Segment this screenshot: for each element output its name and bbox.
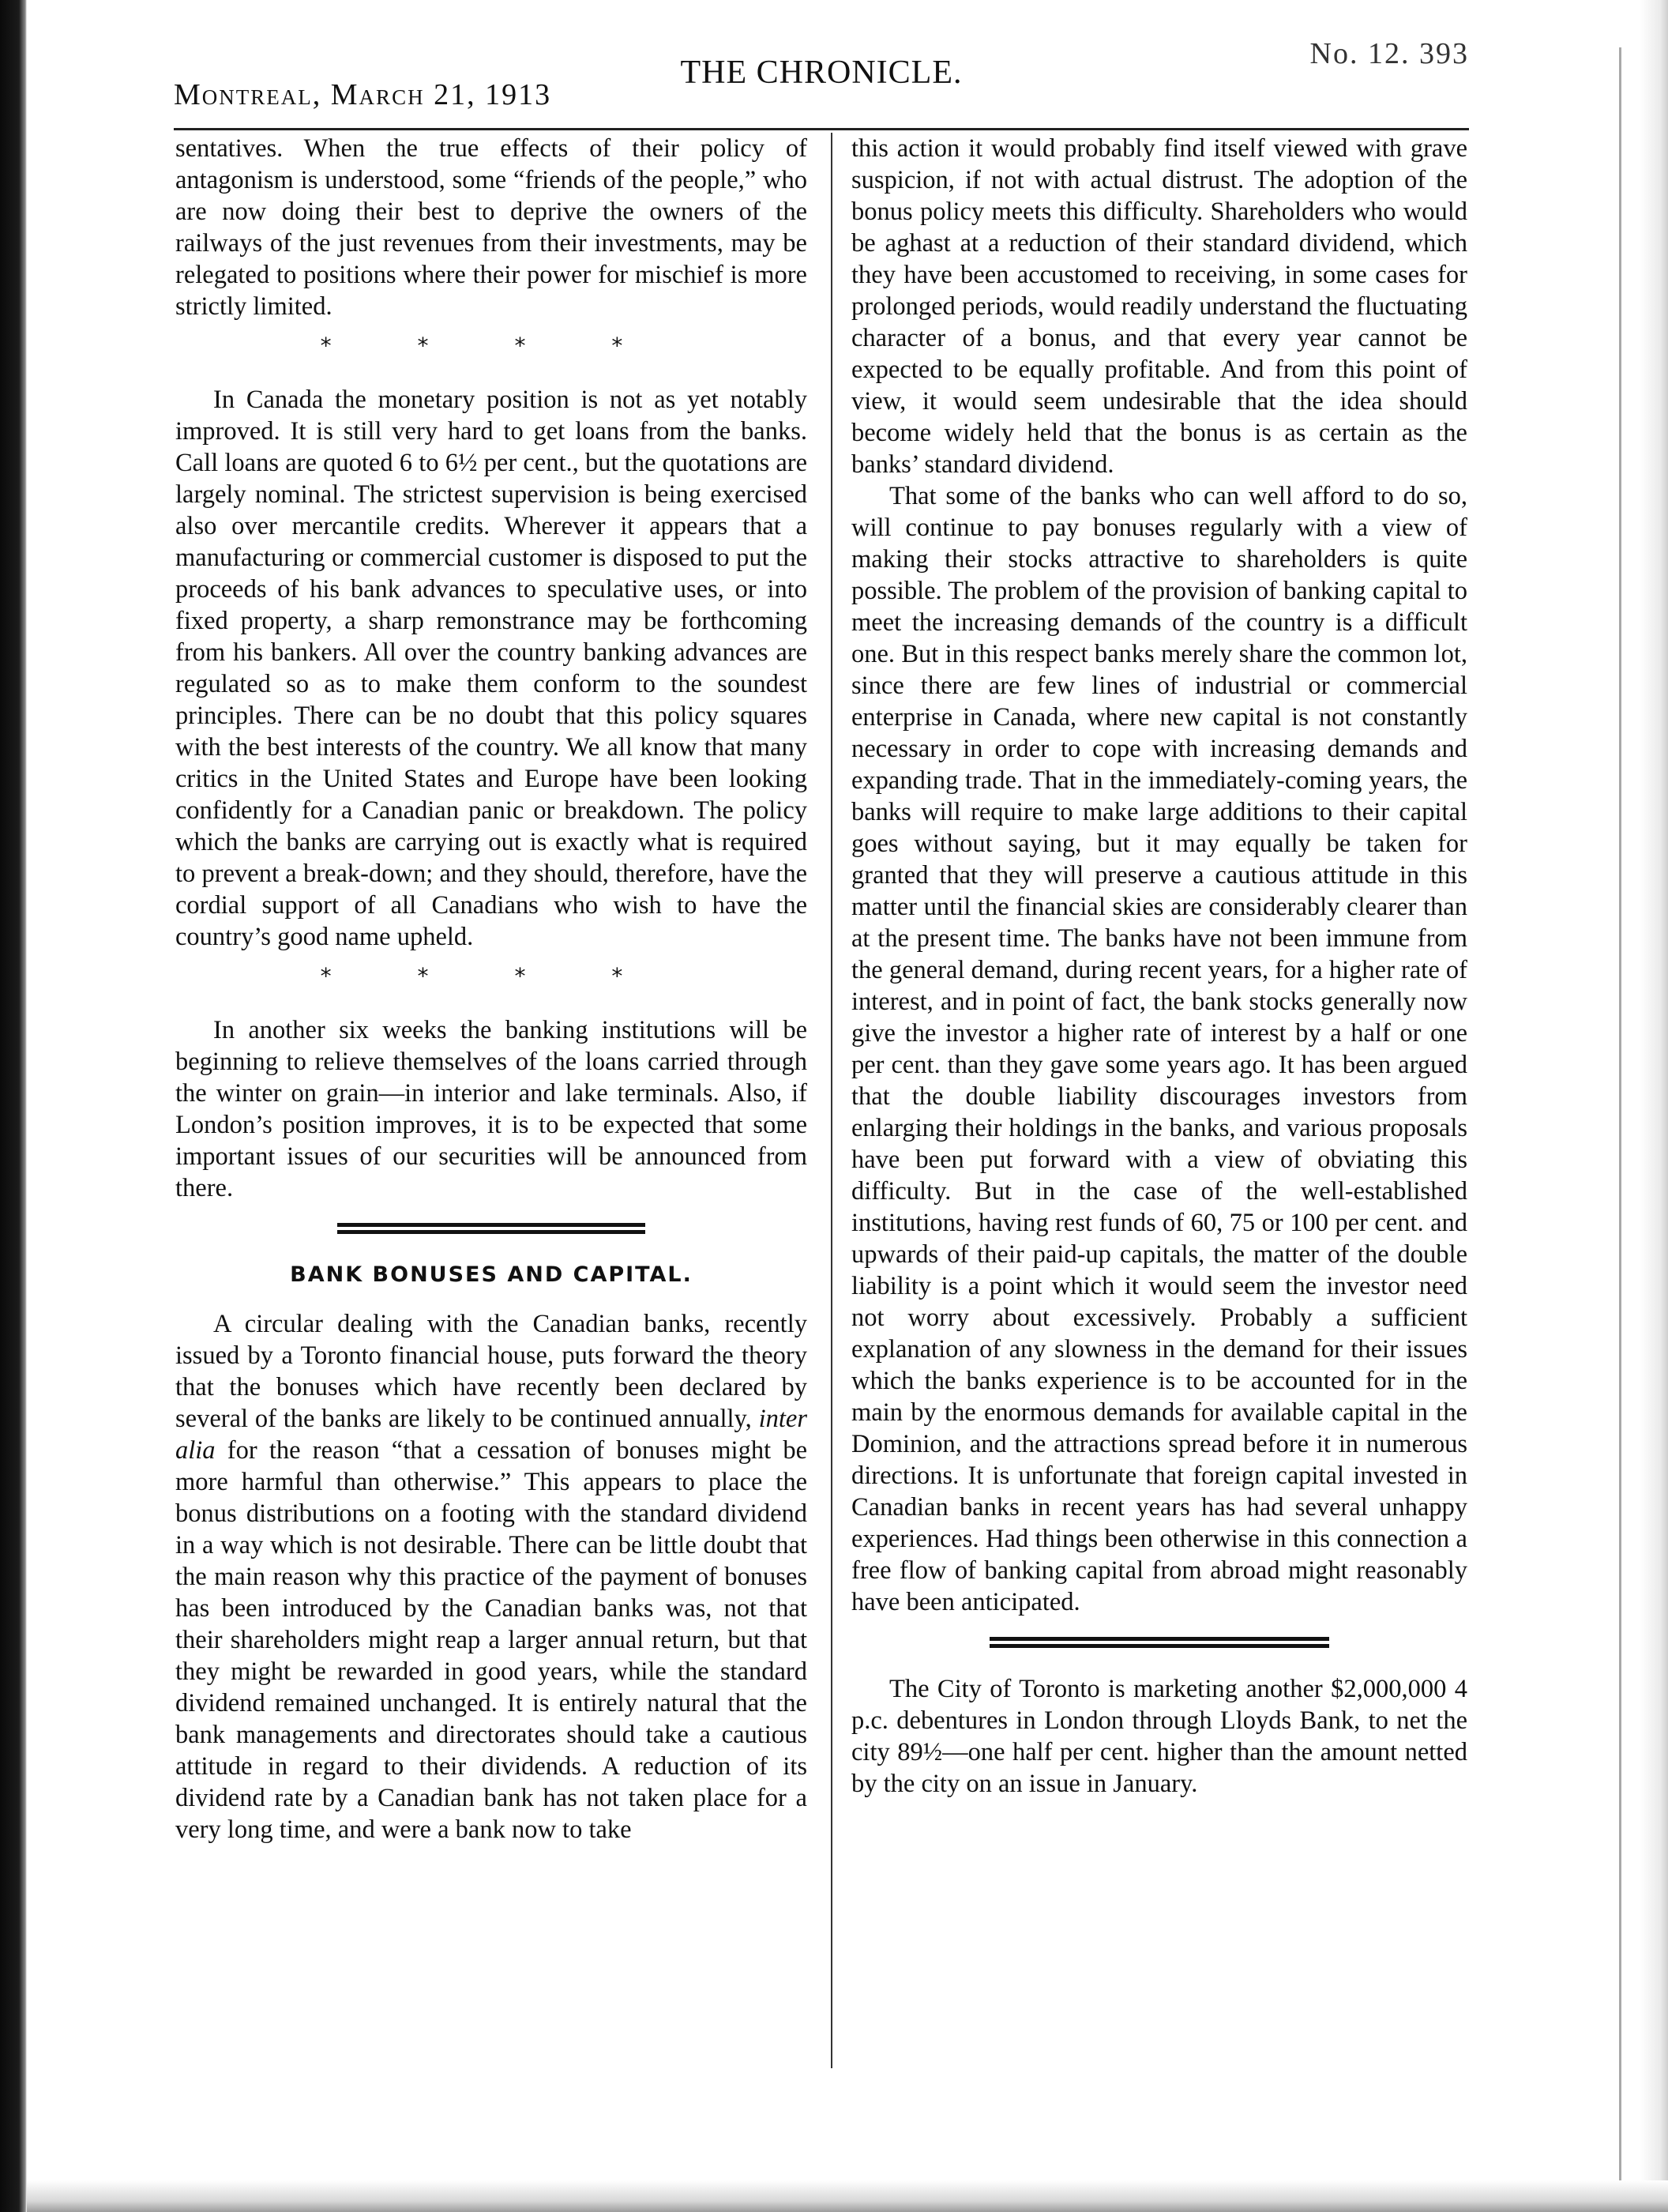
latin-phrase: inter alia [175,1405,807,1465]
article-divider [337,1223,645,1234]
article-divider [990,1637,1329,1648]
article-paragraph: sentatives. When the true effects of their policy of antagonism is understood, some “friends of the people,” who are now doing their best to deprive the owners of the railways of the just revenues from their investments, may be relegated to positions where their power for mischief is more strictly limited. [175,134,807,321]
page-header [174,32,1469,111]
page-binding-edge [0,0,27,2212]
column-divider [831,133,832,2068]
page-bottom-shadow [27,2180,1668,2212]
section-separator-stars: * * * * [320,963,663,989]
article-paragraph: In another six weeks the banking institutions will be beginning to relieve themselves of the loans carried through the winter on grain—in interior and lake terminals. Also, if London’s position improves, it is to be expected that some important issues of our securities will be announced from there. [175,1016,807,1202]
left-column [175,133,807,1845]
page-right-shadow [1640,0,1668,2212]
article-heading: BANK BONUSES AND CAPITAL. [290,1262,693,1287]
article-paragraph: this action it would probably find itself viewed with grave suspicion, if not with actual distrust. The adoption of the bonus policy meets this difficulty. Shareholders who would be aghast at a reduction of their standard dividend, which they have been accustomed to receiving, in some cases for prolonged periods, would readily understand the fluctuating character of a bonus, and that every year cannot be expected to be equally profitable. And from this point of view, it would seem undesirable that the idea should become widely held that the bonus is as certain as the banks’ standard dividend. [851,134,1467,479]
page-right-border [1619,47,1621,2180]
section-separator-stars: * * * * [320,333,663,359]
article-paragraph: That some of the banks who can well afford to do so, will continue to pay bonuses regularly with a view of making their stocks attractive to shareholders is quite possible. The problem of the provision of banking capital to meet the increasing demands of the country is a difficult one. But in this respect banks merely share the common lot, since there are few lines of industrial or commercial enterprise in Canada, where new capital is not constantly necessary in order to cope with increasing demands and expanding trade. That in the immediately-coming years, the banks will require to make large additions to their capital goes without saying, but it may equally be taken for granted that they will preserve a cautious attitude in this matter until the financial skies are considerably clearer than at the present time. The banks have not been immune from the general demand, during recent years, for a higher rate of interest, and in point of fact, the bank stocks generally now give the investor a higher rate of interest by a half or one per cent. than they gave some years ago. It has been argued that the double liability discourages investors from enlarging their holdings in the banks, and various proposals have been put forward with a view of obviating this difficulty. But in the case of the well-established institutions, having rest funds of 60, 75 or 100 per cent. and upwards of their paid-up capitals, the matter of the double liability is a point which it would seem the investor need not worry about excessively. Probably a sufficient explanation of any slowness in the demand for their issues which the banks experience is to be accounted for in the main by the enormous demands for available capital in the Dominion, and the attractions spread before it in numerous directions. It is unfortunate that foreign capital invested in Canadian banks in recent years has had several unhappy experiences. Had things been otherwise in this connection a free flow of banking capital from abroad might reasonably have been anticipated. [851,482,1467,1616]
article-paragraph [175,1308,807,1845]
header-date: Montreal, March 21, 1913 [174,78,552,111]
paragraph-text: A circular dealing with the Canadian banks, recently issued by a Toronto financial house, puts forward the theory that the bonuses which have recently been declared by several of the banks are likely to be continued annually, [175,1310,807,1433]
paragraph-text: for the reason “that a cessation of bonuses might be more harmful than otherwise.” This appears to place the bonus distributions on a footing with the standard dividend in a way which is not desirable. There can be little doubt that the main reason why this practice of the payment of bonuses has been introduced by the Canadian banks was, not that their shareholders might reap a larger annual return, but that they might be rewarded in good years, while the standard dividend remained unchanged. It is entirely natural that the bank managements and directorates should take a cautious attitude in regard to their dividends. A reduction of its dividend rate by a Canadian bank has not taken place for a very long time, and were a bank now to take [175,1436,807,1844]
header-rule [174,128,1469,130]
issue-page-number: No. 12. 393 [1309,37,1469,70]
newspaper-title: THE CHRONICLE. [680,55,963,91]
right-column [851,133,1467,1800]
article-paragraph: In Canada the monetary position is not as yet notably improved. It is still very hard to get loans from the banks. Call loans are quoted 6 to 6½ per cent., but the quotations are largely nominal. The strictest supervision is being exercised also over mercantile credits. Wherever it appears that a manufacturing or commercial customer is disposed to put the proceeds of his bank advances to speculative uses, or into fixed property, a sharp remonstrance may be forthcoming from his bankers. All over the country banking advances are regulated so as to make them conform to the soundest principles. There can be no doubt that this policy squares with the best interests of the country. We all know that many critics in the United States and Europe have been looking confidently for a Canadian panic or breakdown. The policy which the banks are carrying out is exactly what is required to prevent a break-down; and they should, therefore, have the cordial support of all Canadians who wish to have the country’s good name upheld. [175,386,807,951]
article-paragraph: The City of Toronto is marketing another $2,000,000 4 p.c. debentures in London through Lloyds Bank, to net the city 89½—one half per cent. higher than the amount netted by the city on an issue in January. [851,1675,1467,1798]
